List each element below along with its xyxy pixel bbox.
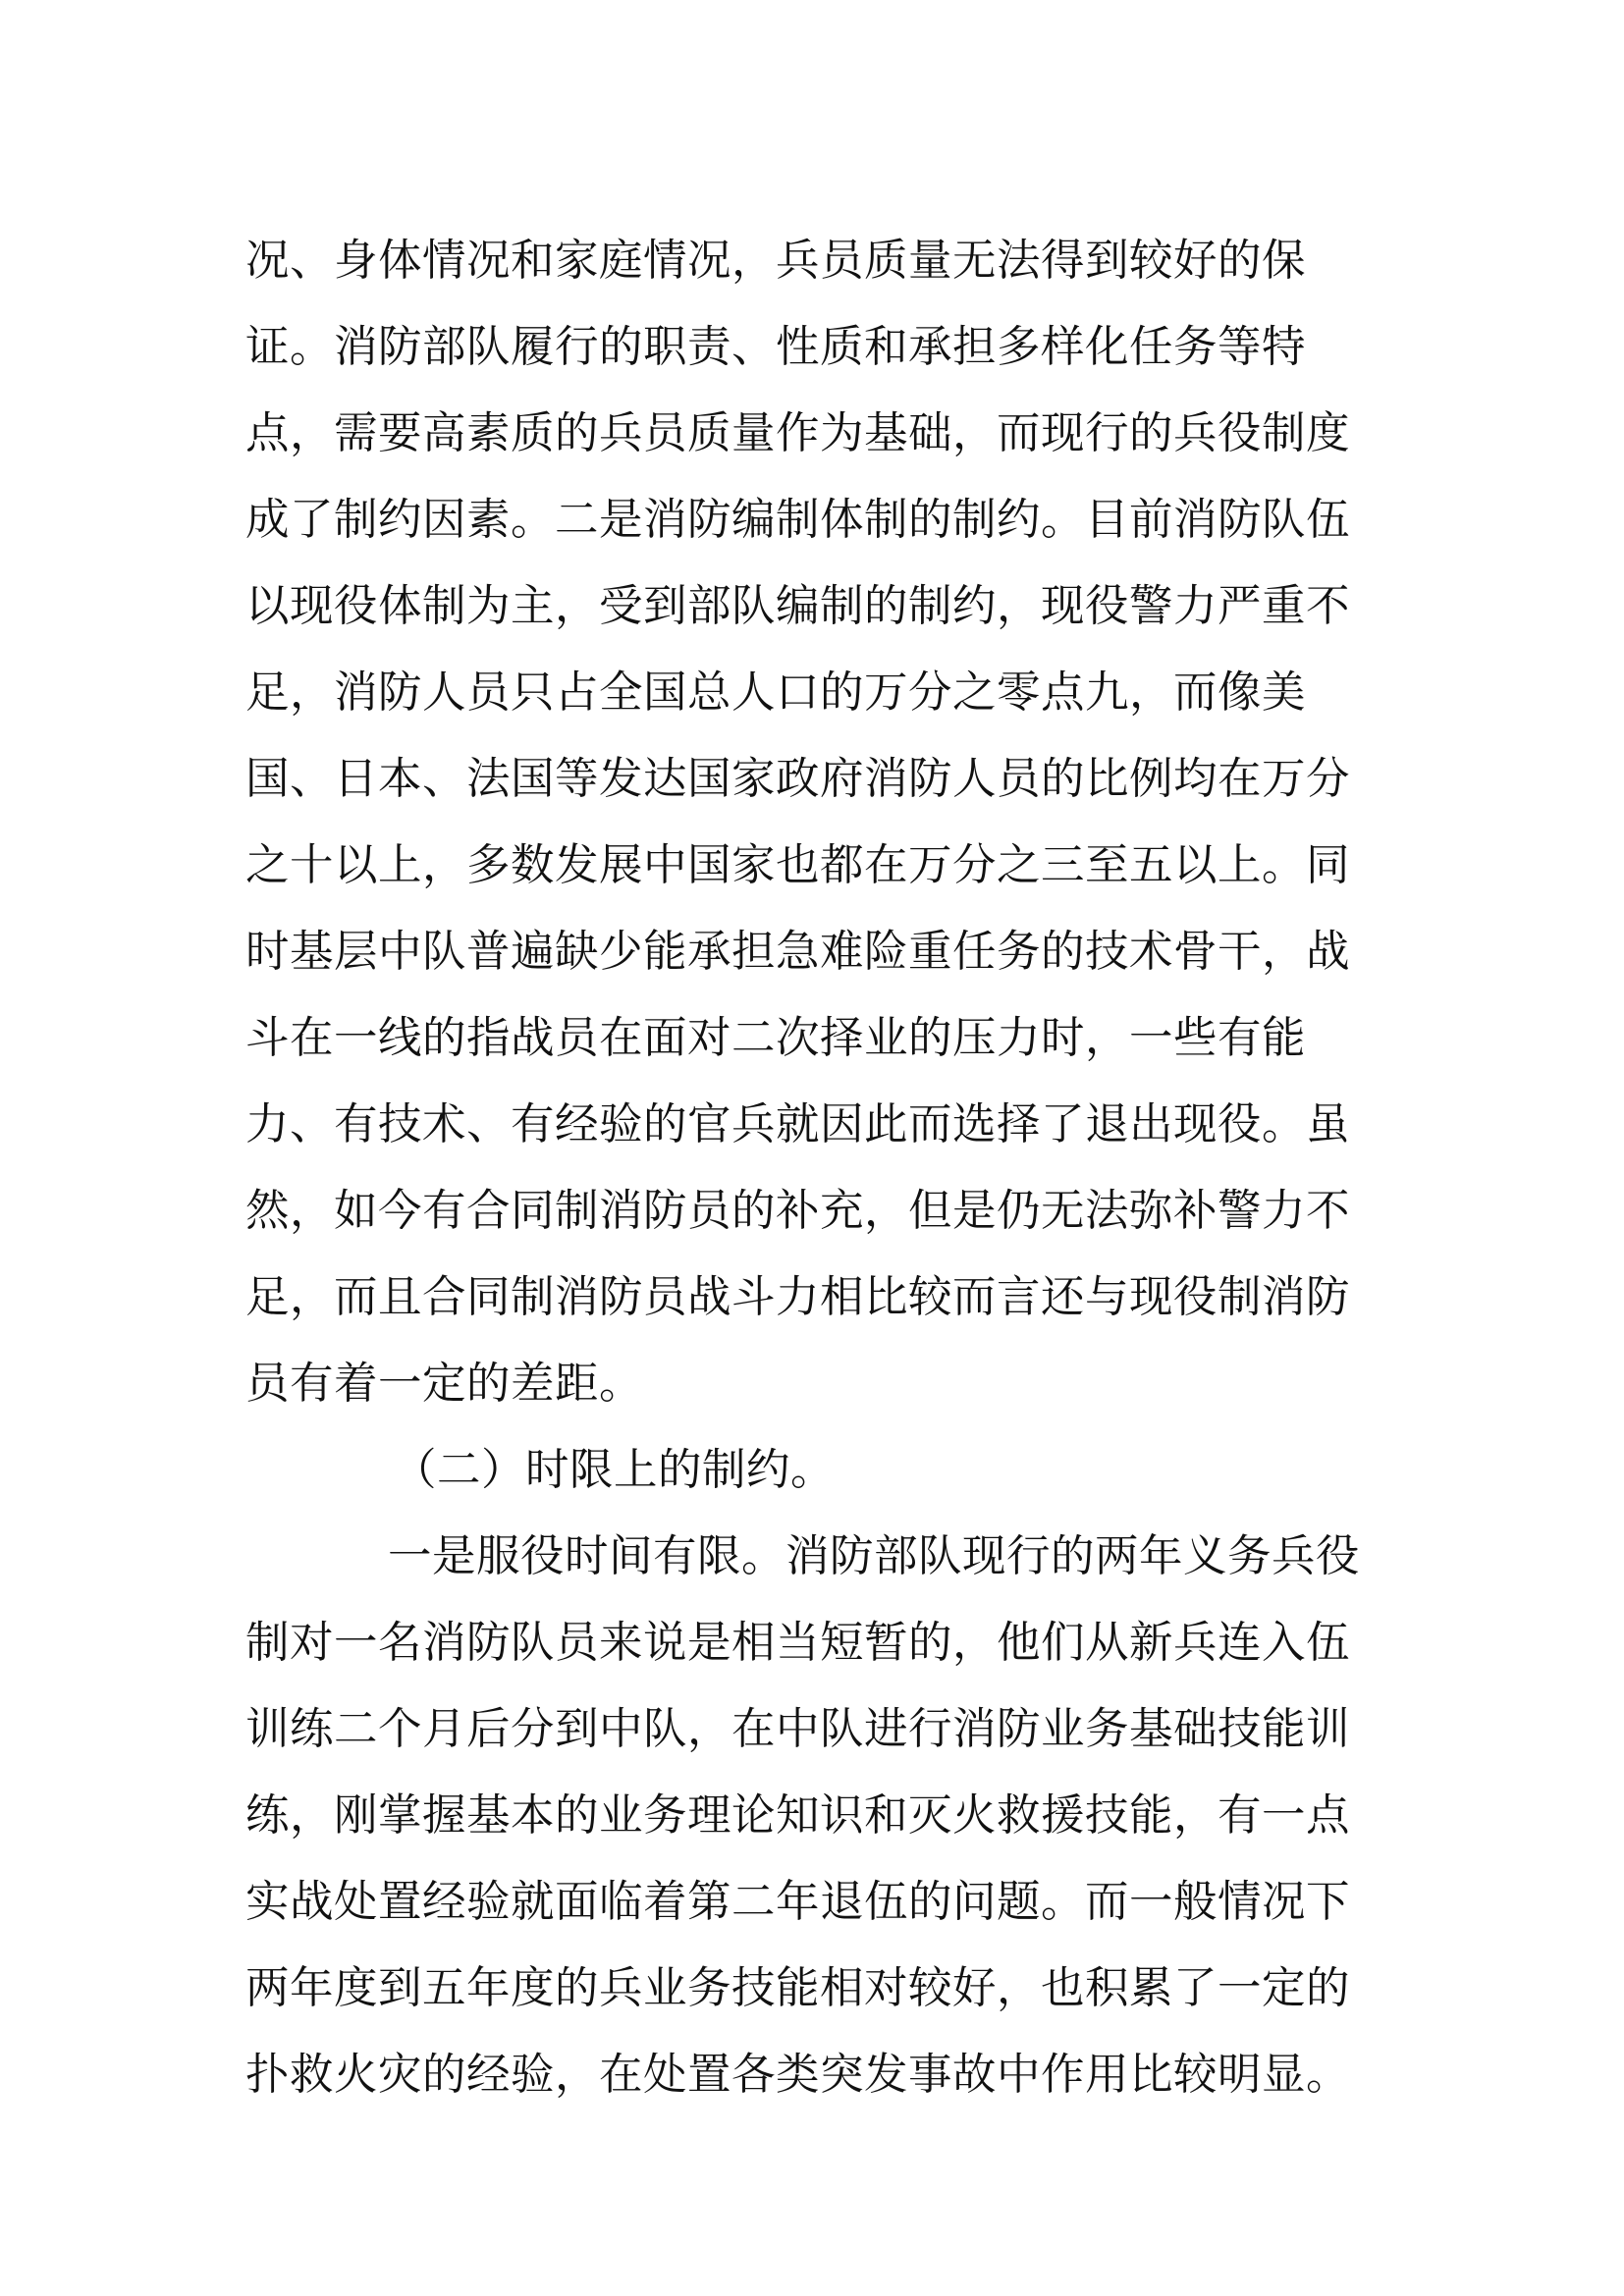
section-heading: （二）时限上的制约。: [393, 1445, 836, 1495]
text-line: 力、有技术、有经验的官兵就因此而选择了退出现役。虽: [245, 1099, 1351, 1149]
text-line: 之十以上，多数发展中国家也都在万分之三至五以上。同: [245, 840, 1351, 890]
text-line: 以现役体制为主，受到部队编制的制约，现役警力严重不: [245, 581, 1351, 631]
text-line: 足，而且合同制消防员战斗力相比较而言还与现役制消防: [245, 1272, 1351, 1322]
text-line: 足，消防人员只占全国总人口的万分之零点九，而像美: [245, 667, 1307, 718]
text-line: 国、日本、法国等发达国家政府消防人员的比例均在万分: [245, 754, 1351, 804]
text-line: 实战处置经验就面临着第二年退伍的问题。而一般情况下: [245, 1877, 1351, 1927]
text-line: 成了制约因素。二是消防编制体制的制约。目前消防队伍: [245, 495, 1351, 545]
text-line: 时基层中队普遍缺少能承担急难险重任务的技术骨干，战: [245, 927, 1351, 977]
text-line: 证。消防部队履行的职责、性质和承担多样化任务等特: [245, 322, 1307, 372]
text-line: 扑救火灾的经验，在处置各类突发事故中作用比较明显。: [245, 2050, 1351, 2100]
text-line: 然，如今有合同制消防员的补充，但是仍无法弥补警力不: [245, 1186, 1351, 1236]
text-line: 点，需要高素质的兵员质量作为基础，而现行的兵役制度: [245, 408, 1351, 458]
text-line: 训练二个月后分到中队，在中队进行消防业务基础技能训: [245, 1704, 1351, 1754]
text-line: 斗在一线的指战员在面对二次择业的压力时，一些有能: [245, 1013, 1307, 1063]
text-line: 两年度到五年度的兵业务技能相对较好，也积累了一定的: [245, 1963, 1351, 2013]
paragraph-first-line: 一是服役时间有限。消防部队现行的两年义务兵役: [388, 1531, 1361, 1581]
text-line: 制对一名消防队员来说是相当短暂的，他们从新兵连入伍: [245, 1618, 1351, 1668]
text-line: 员有着一定的差距。: [245, 1359, 644, 1409]
text-line: 练，刚掌握基本的业务理论知识和灭火救援技能，有一点: [245, 1790, 1351, 1841]
text-line: 况、身体情况和家庭情况，兵员质量无法得到较好的保: [245, 236, 1307, 286]
